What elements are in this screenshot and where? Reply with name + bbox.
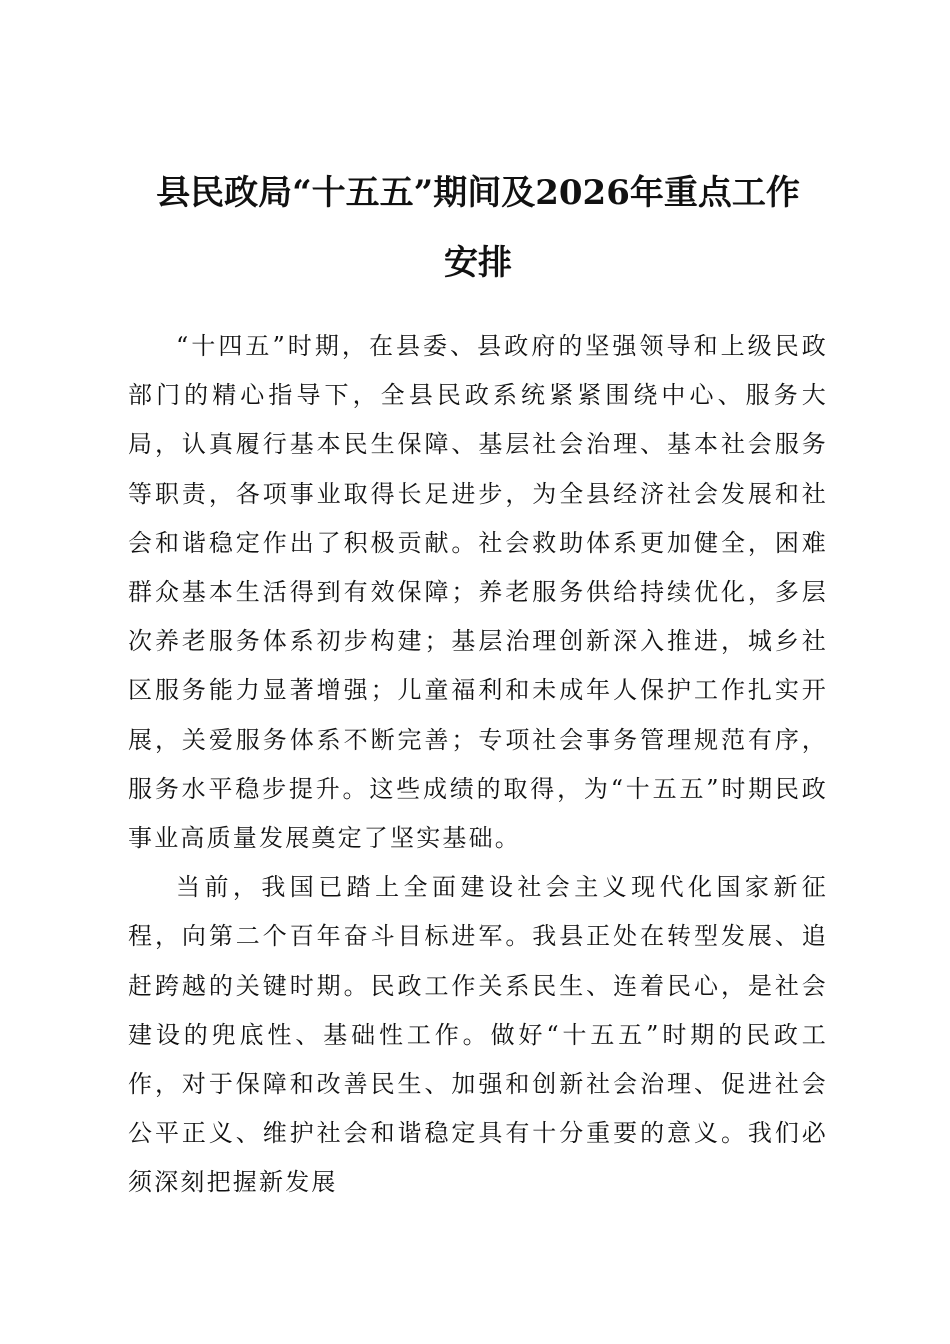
paragraph-2: 当前，我国已踏上全面建设社会主义现代化国家新征程，向第二个百年奋斗目标进军。我县正处在转型发展、追赶跨越的关键时期。民政工作关系民生、连着民心，是社会建设的兜底性、基础性工作。做好“十五五”时期的民政工作，对于保障和改善民生、加强和创新社会治理、促进社会公平正义、维护社会和谐稳定具有十分重要的意义。我们必须深刻把握新发展 [128,873,828,1197]
title-line-1: 县民政局“十五五”期间及2026年重点工作 [156,173,800,213]
document-title [128,158,828,298]
paragraph-1: “十四五”时期，在县委、县政府的坚强领导和上级民政部门的精心指导下，全县民政系统紧紧围绕中心、服务大局，认真履行基本民生保障、基层社会治理、基本社会服务等职责，各项事业取得长足进步，为全县经济社会发展和社会和谐稳定作出了积极贡献。社会救助体系更加健全，困难群众基本生活得到有效保障；养老服务供给持续优化，多层次养老服务体系初步构建；基层治理创新深入推进，城乡社区服务能力显著增强；儿童福利和未成年人保护工作扎实开展，关爱服务体系不断完善；专项社会事务管理规范有序，服务水平稳步提升。这些成绩的取得，为“十五五”时期民政事业高质量发展奠定了坚实基础。 [128,332,828,853]
document-body [128,322,828,1208]
title-line-2: 安排 [444,243,512,283]
